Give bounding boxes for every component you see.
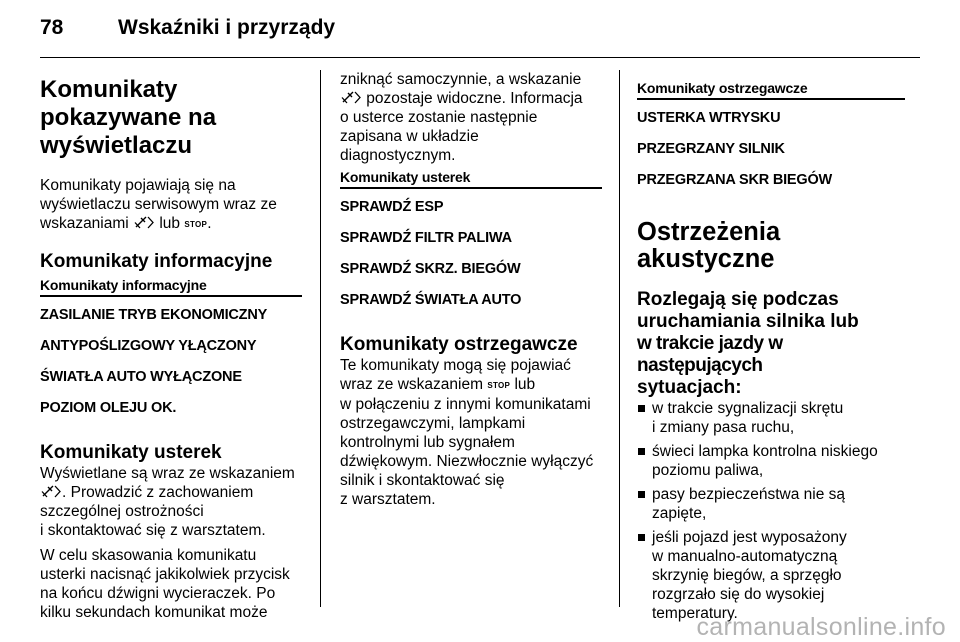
fault-message: SPRAWDŹ ŚWIATŁA AUTO (340, 292, 522, 308)
info-message: ŚWIATŁA AUTO WYŁĄCZONE (40, 369, 242, 385)
page-number: 78 (40, 16, 64, 39)
info-message: ANTYPOŚLIZGOWY YŁĄCZONY (40, 338, 257, 354)
list-item: w trakcie sygnalizacji skrętu i zmiany pasa ruchu, (637, 399, 905, 437)
acoustic-subheading: Rozlegają się podczas uruchamiania silnika lub w trakcie jazdy w następujących sytuacjach: (637, 289, 859, 398)
fault-message: SPRAWDŹ ESP (340, 199, 444, 215)
fault-paragraph: Wyświetlane są wraz ze wskazaniem . Prowadzić z zachowaniem szczególnej ostrożności i skontaktować się z warsztatem. (40, 465, 295, 539)
acoustic-bullet-list (637, 399, 905, 623)
intro-paragraph: Komunikaty pojawiają się na wyświetlaczu serwisowym wraz ze wskazaniami lub STOP. (40, 177, 277, 232)
warning-table-label: Komunikaty ostrzegawcze (637, 80, 905, 100)
fault-message: SPRAWDŹ FILTR PALIWA (340, 230, 512, 246)
column-divider (619, 70, 620, 607)
page-header (40, 16, 335, 40)
stop-icon: STOP (184, 220, 208, 229)
list-item: pasy bezpieczeństwa nie są zapięte, (637, 485, 905, 523)
fault-message: SPRAWDŹ SKRZ. BIEGÓW (340, 261, 521, 277)
continued-paragraph: zniknąć samoczynnie, a wskazanie pozostaje widoczne. Informacja o usterce zostanie następnie zapisana w układzie diagnostycznym. (340, 71, 583, 164)
section-title: Komunikaty pokazywane na wyświetlaczu (40, 76, 217, 159)
bullet-square-icon (638, 448, 645, 455)
column-3 (637, 70, 905, 623)
watermark: carmanualsonline.info (696, 613, 946, 641)
chapter-title: Wskaźniki i przyrządy (118, 16, 336, 39)
warning-paragraph: Te komunikaty mogą się pojawiać wraz ze wskazaniem STOP lub w połączeniu z innymi komunikatami ostrzegawczymi, lampkami kontrolnymi lub sygnałem dźwiękowym. Niezwłocznie wyłączyć silnik i skontaktować się z warsztatem. (340, 357, 594, 508)
list-item: świeci lampka kontrolna niskiego poziomu paliwa, (637, 442, 905, 480)
fault-table-label: Komunikaty usterek (340, 169, 602, 189)
info-table-label: Komunikaty informacyjne (40, 277, 302, 297)
warning-message: USTERKA WTRYSKU (637, 110, 781, 126)
warning-message: PRZEGRZANA SKR BIEGÓW (637, 172, 833, 188)
bullet-square-icon (638, 491, 645, 498)
warning-message: PRZEGRZANY SILNIK (637, 141, 785, 157)
wrench-icon (340, 90, 362, 105)
column-1 (40, 70, 302, 622)
acoustic-title: Ostrzeżenia akustyczne (637, 218, 781, 273)
wrench-icon (133, 215, 155, 230)
stop-icon: STOP (487, 381, 511, 390)
bullet-square-icon (638, 405, 645, 412)
column-2 (340, 70, 602, 509)
list-item: jeśli pojazd jest wyposażony w manualno-automatyczną skrzynię biegów, a sprzęgło rozgrzało się do wysokiej temperatury. (637, 528, 905, 623)
info-message-list (40, 307, 302, 417)
info-heading: Komunikaty informacyjne (40, 251, 273, 272)
fault-message-list (340, 199, 602, 309)
wrench-icon (40, 484, 62, 499)
header-rule (40, 57, 920, 58)
fault-heading: Komunikaty usterek (40, 442, 222, 463)
column-divider (320, 70, 321, 607)
warning-heading: Komunikaty ostrzegawcze (340, 334, 578, 355)
fault-reset-paragraph: W celu skasowania komunikatu usterki nacisnąć jakikolwiek przycisk na końcu dźwigni wycieraczek. Po kilku sekundach komunikat może (40, 547, 290, 621)
bullet-square-icon (638, 534, 645, 541)
warning-message-list (637, 110, 905, 189)
info-message: POZIOM OLEJU OK. (40, 400, 177, 416)
info-message: ZASILANIE TRYB EKONOMICZNY (40, 307, 268, 323)
